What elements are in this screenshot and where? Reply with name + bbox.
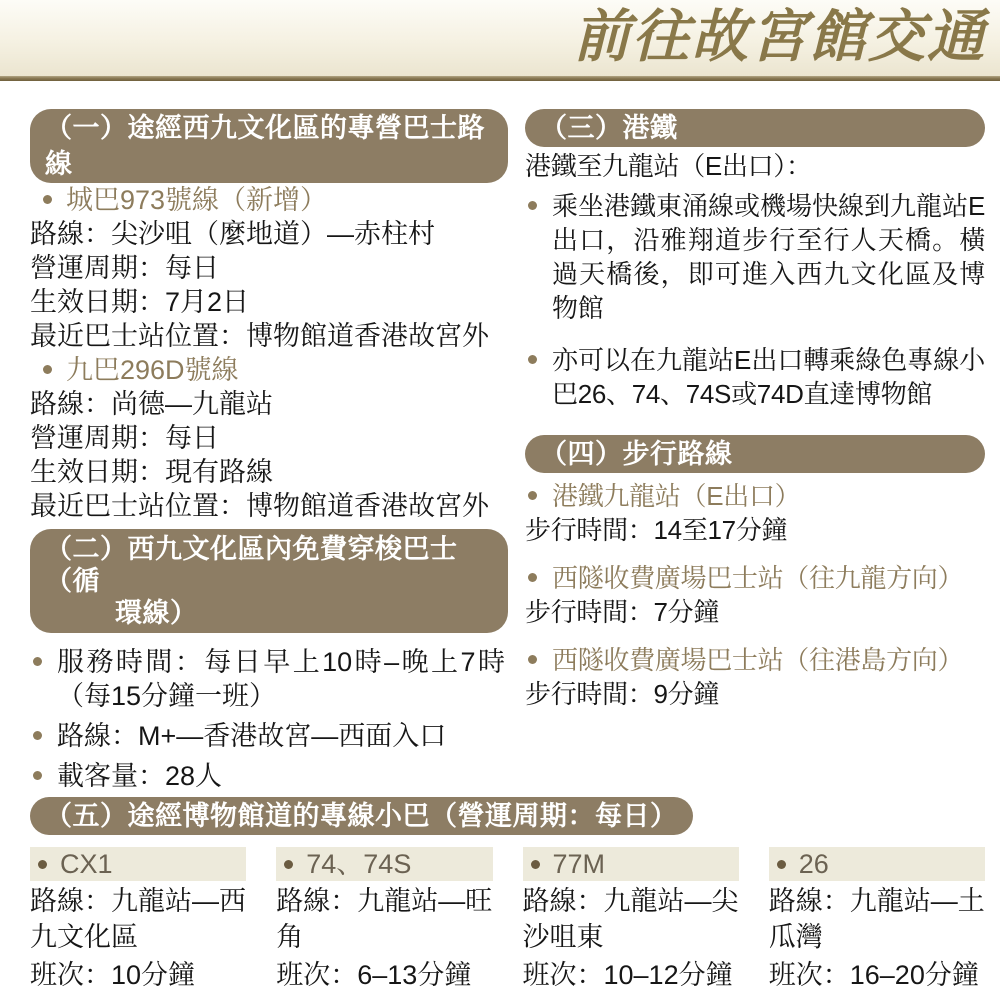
section2-header <box>30 529 508 633</box>
shuttle-bullet-text: 載客量：28人 <box>57 761 223 791</box>
bullet-icon <box>528 573 537 582</box>
walk-group <box>525 561 985 629</box>
walk-origin-label: 西隧收費廣場巴士站（往港島方向） <box>552 645 964 675</box>
minibus-number-bar <box>769 847 985 881</box>
minibus-number-bar <box>276 847 492 881</box>
minibus-grid <box>30 847 985 993</box>
walk-origin <box>525 479 985 513</box>
mtr-bullet <box>525 189 985 325</box>
bullet-icon <box>528 355 537 364</box>
route-name <box>40 353 508 387</box>
minibus-route: 路線：九龍站—尖沙咀東 <box>522 886 739 952</box>
section1-header: （一）途經西九文化區的專營巴士路線 <box>30 109 508 183</box>
bullet-icon <box>38 860 47 869</box>
bullet-icon <box>284 860 293 869</box>
mtr-bullet-text: 亦可以在九龍站E出口轉乘綠色專線小巴26、74、74S或74D直達博物館 <box>552 345 985 409</box>
section4-header: （四）步行路線 <box>525 435 985 473</box>
section2-header-line1: （二）西九文化區內免費穿梭巴士（循 <box>45 534 458 596</box>
mtr-intro: 港鐵至九龍站（E出口）： <box>525 151 812 181</box>
spacer <box>525 411 985 435</box>
bullet-icon <box>33 657 42 666</box>
route-detail: 最近巴士站位置：博物館道香港故宮外 <box>30 321 489 351</box>
minibus-column <box>276 847 492 993</box>
route-block <box>30 183 508 353</box>
route-detail: 最近巴士站位置：博物館道香港故宮外 <box>30 491 489 521</box>
walk-origin <box>525 643 985 677</box>
route-name-label: 九巴296D號線 <box>66 355 239 385</box>
walk-time: 步行時間：9分鐘 <box>525 679 720 709</box>
minibus-number: 74、74S <box>306 849 412 879</box>
masthead-band <box>0 0 1000 76</box>
walk-origin-label: 港鐵九龍站（E出口） <box>552 481 801 511</box>
minibus-column <box>30 847 246 993</box>
shuttle-bullet-text: 服務時間：每日早上10時–晚上7時（每15分鐘一班） <box>57 647 505 711</box>
route-name-label: 城巴973號線（新增） <box>66 185 328 215</box>
walk-origin <box>525 561 985 595</box>
minibus-route: 路線：九龍站—土瓜灣 <box>768 886 985 952</box>
bullet-icon <box>33 731 42 740</box>
bullet-icon <box>33 771 42 780</box>
section5-header: （五）途經博物館道的專線小巴（營運周期：每日） <box>30 797 693 835</box>
mtr-bullet-text: 乘坐港鐵東涌線或機場快線到九龍站E出口，沿雅翔道步行至行人天橋。橫過天橋後，即可進入西九文化區及博物館 <box>552 191 985 323</box>
minibus-frequency: 班次：16–20分鐘 <box>768 960 979 990</box>
left-column <box>30 109 508 793</box>
route-name <box>40 183 508 217</box>
minibus-frequency: 班次：10分鐘 <box>30 960 196 990</box>
shuttle-bullet-text: 路線：M+—香港故宮—西面入口 <box>57 721 447 751</box>
minibus-number-bar <box>523 847 739 881</box>
route-block <box>30 353 508 523</box>
minibus-frequency: 班次：10–12分鐘 <box>522 960 733 990</box>
minibus-column <box>769 847 985 993</box>
section2-header-line2: 環線） <box>115 598 198 628</box>
minibus-section <box>0 793 1000 993</box>
walk-time: 步行時間：7分鐘 <box>525 597 720 627</box>
minibus-route: 路線：九龍站—旺角 <box>276 886 493 952</box>
two-column-layout <box>0 81 1000 793</box>
route-detail: 營運周期：每日 <box>30 423 219 453</box>
shuttle-bullet <box>30 759 508 793</box>
route-detail: 生效日期：現有路線 <box>30 457 273 487</box>
bullet-icon <box>528 491 537 500</box>
minibus-number: 26 <box>798 849 829 879</box>
shuttle-bullet <box>30 719 508 753</box>
page-title: 前往故宮館交通 <box>573 3 986 70</box>
minibus-frequency: 班次：6–13分鐘 <box>276 960 472 990</box>
minibus-column <box>523 847 739 993</box>
route-detail: 路線：尖沙咀（麼地道）—赤柱村 <box>30 219 435 249</box>
route-detail: 路線：尚德—九龍站 <box>30 389 273 419</box>
bullet-icon <box>531 860 540 869</box>
bullet-icon <box>43 365 52 374</box>
spacer <box>525 325 985 337</box>
right-column <box>525 109 985 793</box>
minibus-route: 路線：九龍站—西九文化區 <box>30 886 246 952</box>
minibus-number-bar <box>30 847 246 881</box>
minibus-number: 77M <box>552 849 606 879</box>
section3-header: （三）港鐵 <box>525 109 985 147</box>
bullet-icon <box>528 655 537 664</box>
walk-origin-label: 西隧收費廣場巴士站（往九龍方向） <box>552 563 964 593</box>
bullet-icon <box>43 195 52 204</box>
walk-group <box>525 479 985 547</box>
spacer <box>30 633 508 639</box>
walk-time: 步行時間：14至17分鐘 <box>525 515 788 545</box>
bullet-icon <box>777 860 786 869</box>
bullet-icon <box>528 201 537 210</box>
route-detail: 生效日期：7月2日 <box>30 287 250 317</box>
mtr-bullet <box>525 343 985 411</box>
minibus-number: CX1 <box>60 849 113 879</box>
walk-group <box>525 643 985 711</box>
shuttle-bullet <box>30 645 505 713</box>
route-detail: 營運周期：每日 <box>30 253 219 283</box>
